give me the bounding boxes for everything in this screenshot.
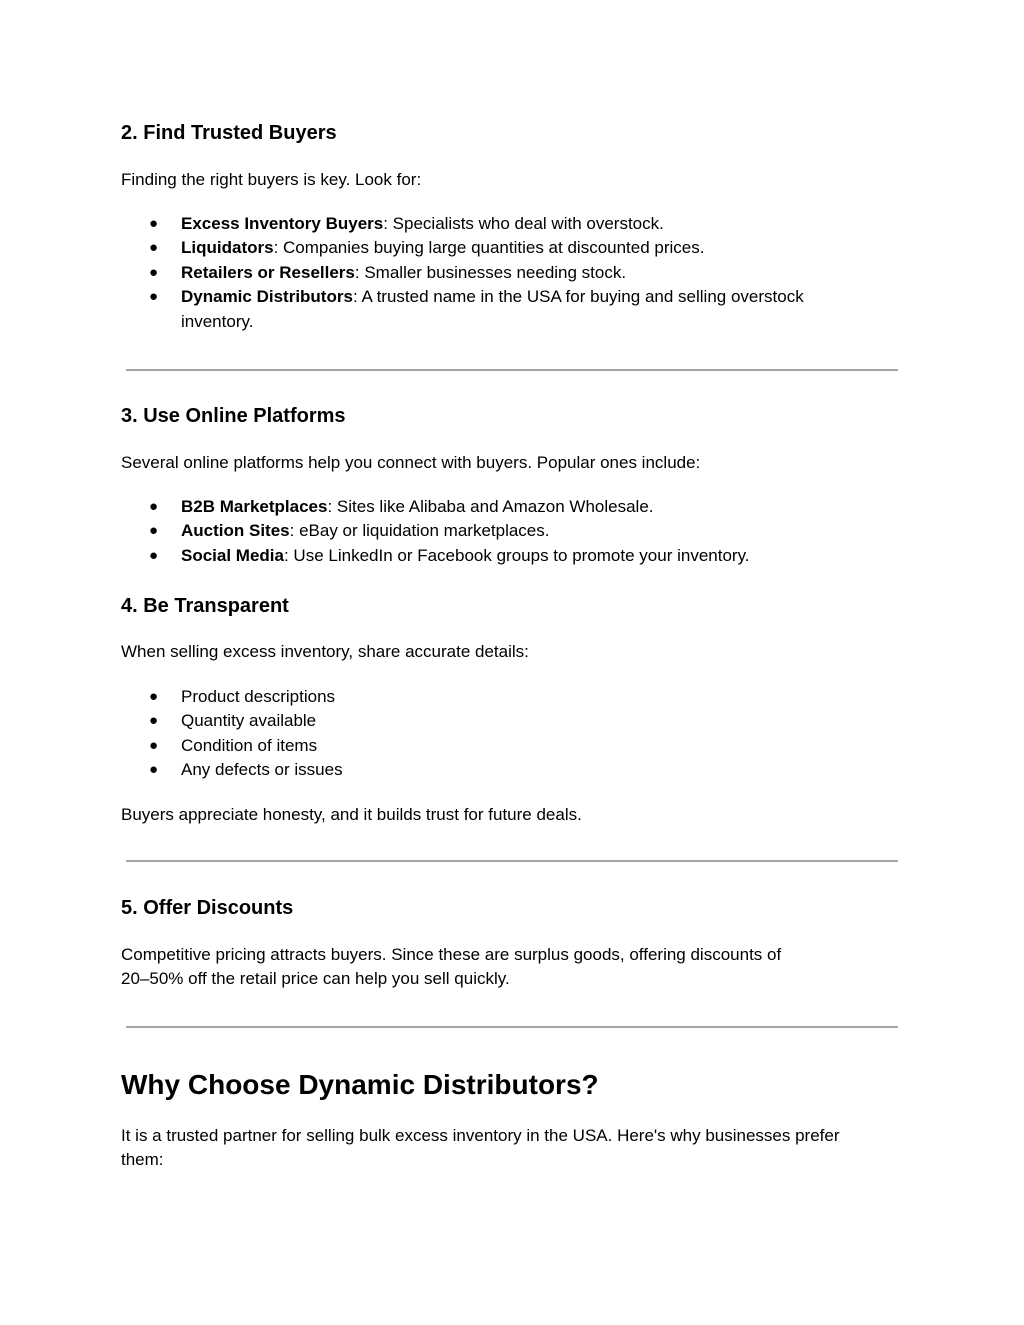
bullet-icon: ● (149, 263, 159, 281)
list-item (121, 519, 871, 543)
bullet-icon: ● (149, 522, 159, 540)
bullet-icon: ● (149, 215, 159, 232)
list-item (121, 758, 871, 782)
list-item-text: Condition of items (181, 735, 318, 755)
section-divider (126, 860, 898, 862)
list-item-desc: : Companies buying large quantities at discounted prices. (273, 238, 705, 258)
list-item-desc: : Use LinkedIn or Facebook groups to promote your inventory. (283, 545, 750, 565)
list-item-term: Excess Inventory Buyers (181, 214, 384, 233)
list-item-text: Quantity available (181, 711, 317, 731)
why-choose-line-2: them: (121, 1150, 164, 1169)
heading-find-trusted-buyers: 2. Find Trusted Buyers (121, 122, 337, 144)
list-item (121, 685, 871, 709)
section-divider (126, 369, 898, 371)
transparent-intro: When selling excess inventory, share accurate details: (121, 642, 529, 661)
list-item-text: Any defects or issues (181, 760, 343, 780)
list-item (121, 495, 871, 519)
bullet-icon: ● (149, 498, 159, 515)
bullet-icon: ● (149, 712, 159, 730)
bullet-icon: ● (149, 288, 159, 306)
heading-why-choose: Why Choose Dynamic Distributors? (121, 1069, 599, 1100)
discounts-line-2: 20–50% off the retail price can help you sell quickly. (121, 969, 510, 988)
online-platforms-intro: Several online platforms help you connect with buyers. Popular ones include: (121, 453, 701, 472)
bullet-icon: ● (149, 761, 159, 779)
list-item-term: Retailers or Resellers (181, 262, 355, 282)
transparent-list (121, 685, 871, 783)
online-platforms-list (121, 495, 871, 568)
list-item-term: Dynamic Distributors (181, 287, 353, 307)
list-item (121, 734, 871, 758)
transparent-outro: Buyers appreciate honesty, and it builds trust for future deals. (121, 805, 582, 824)
list-item-term: Social Media (181, 545, 284, 565)
list-item-term: B2B Marketplaces (181, 497, 328, 516)
list-item (121, 544, 871, 568)
list-item-desc: : Smaller businesses needing stock. (354, 262, 627, 282)
discounts-line-1: Competitive pricing attracts buyers. Since these are surplus goods, offering discounts of (121, 945, 782, 964)
list-item-term: Auction Sites (181, 521, 290, 541)
bullet-icon: ● (149, 736, 159, 754)
why-choose-line-1: It is a trusted partner for selling bulk excess inventory in the USA. Here's why businesses prefer (121, 1126, 840, 1145)
list-item-desc: : A trusted name in the USA for buying and selling overstock inventory. (181, 287, 804, 331)
heading-offer-discounts: 5. Offer Discounts (121, 897, 294, 919)
list-item (121, 261, 871, 285)
list-item (121, 709, 871, 733)
list-item (121, 212, 871, 236)
bullet-icon: ● (149, 688, 159, 705)
list-item-desc: : Specialists who deal with overstock. (383, 214, 664, 233)
list-item (121, 236, 871, 260)
list-item-term: Liquidators (181, 238, 274, 258)
list-item (121, 285, 871, 334)
heading-be-transparent: 4. Be Transparent (121, 595, 289, 617)
list-item-desc: : eBay or liquidation marketplaces. (289, 521, 550, 541)
bullet-icon: ● (149, 239, 159, 257)
section-divider (126, 1026, 898, 1028)
heading-use-online-platforms: 3. Use Online Platforms (121, 405, 346, 427)
list-item-text: Product descriptions (181, 687, 336, 706)
find-buyers-list (121, 212, 871, 334)
bullet-icon: ● (149, 546, 159, 564)
list-item-desc: : Sites like Alibaba and Amazon Wholesale. (327, 497, 654, 516)
find-buyers-intro: Finding the right buyers is key. Look for: (121, 170, 422, 189)
